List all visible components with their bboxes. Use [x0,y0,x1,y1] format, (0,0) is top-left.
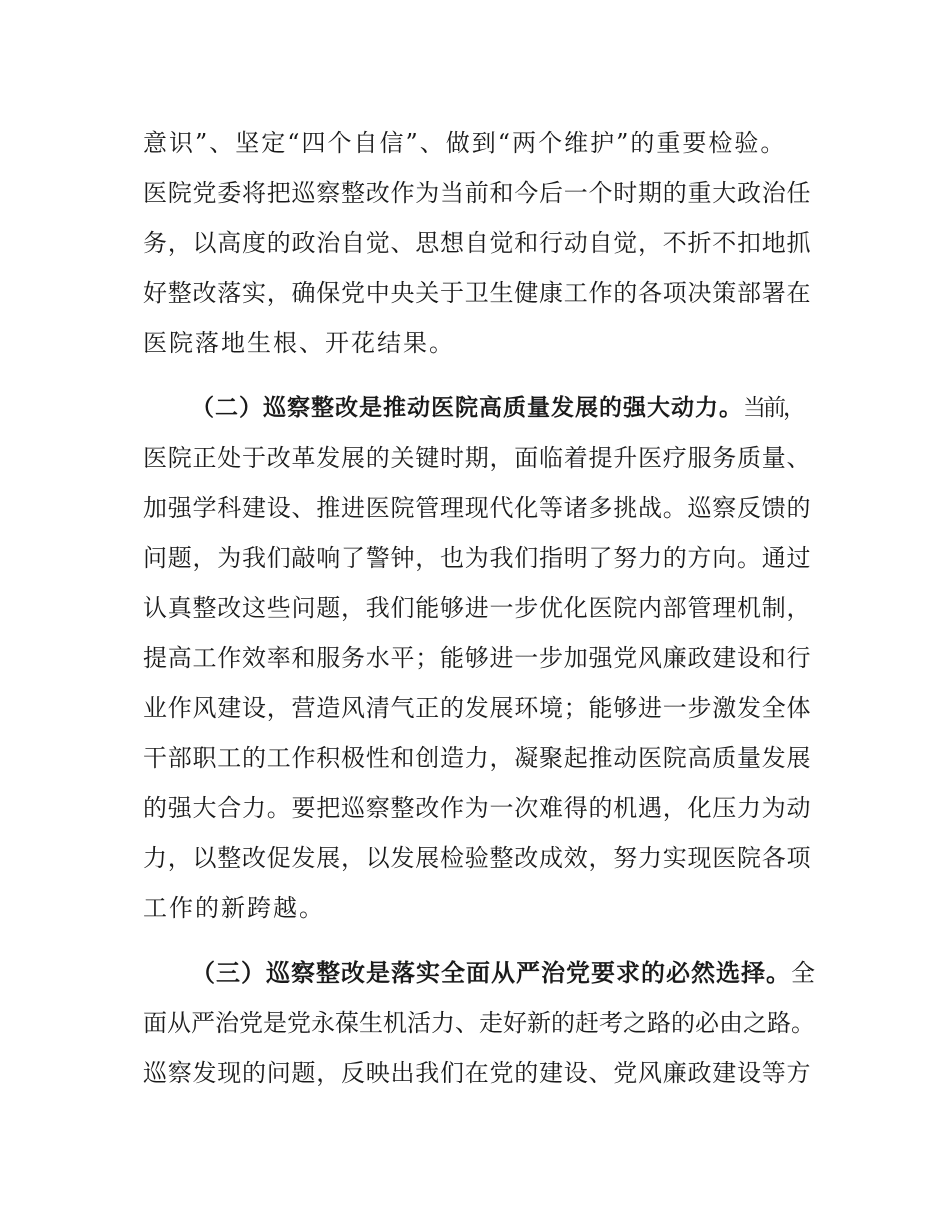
paragraph-3-line-3: 巡察发现的问题，反映出我们在党的建设、党风廉政建设等方 [143,1059,812,1087]
paragraph-2-first-line [191,393,803,423]
paragraph-2-line-7: 业作风建设，营造风清气正的发展环境；能够进一步激发全体 [143,694,812,722]
paragraph-2-heading: （二）巡察整改是推动医院高质量发展的强大动力。 [191,395,743,421]
paragraph-3-heading: （三）巡察整改是落实全面从严治党要求的必然选择。 [191,959,791,987]
paragraph-2-line-9: 的强大合力。要把巡察整改作为一次难得的机遇，化压力为动 [143,794,812,822]
paragraph-3-first-line [191,958,815,988]
paragraph-2-line-6: 提高工作效率和服务水平；能够进一步加强党风廉政建设和行 [143,644,812,672]
paragraph-2-first-line-rest: 当前， [743,395,803,421]
paragraph-3-first-line-rest: 全 [791,959,816,987]
paragraph-1-line-3: 务，以高度的政治自觉、思想自觉和行动自觉，不折不扣地抓 [143,229,812,257]
paragraph-1-line-5: 医院落地生根、开花结果。 [143,329,455,357]
paragraph-2-line-2: 医院正处于改革发展的关键时期，面临着提升医疗服务质量、 [143,444,812,472]
paragraph-2-line-3: 加强学科建设、推进医院管理现代化等诸多挑战。巡察反馈的 [143,494,812,522]
paragraph-2-line-4: 问题，为我们敲响了警钟，也为我们指明了努力的方向。通过 [143,544,812,572]
paragraph-1-line-4: 好整改落实，确保党中央关于卫生健康工作的各项决策部署在 [143,279,812,307]
paragraph-1-line-1: 意识”、坚定“四个自信”、做到“两个维护”的重要检验。 [143,129,787,157]
paragraph-3-line-2: 面从严治党是党永葆生机活力、走好新的赶考之路的必由之路。 [143,1009,815,1037]
paragraph-2-line-10: 力，以整改促发展，以发展检验整改成效，努力实现医院各项 [143,844,812,872]
paragraph-2-line-8: 干部职工的工作积极性和创造力，凝聚起推动医院高质量发展 [143,744,812,772]
paragraph-1-line-2: 医院党委将把巡察整改作为当前和今后一个时期的重大政治任 [143,179,812,207]
paragraph-2-line-5: 认真整改这些问题，我们能够进一步优化医院内部管理机制， [143,594,812,622]
paragraph-2-line-11: 工作的新跨越。 [143,894,325,922]
